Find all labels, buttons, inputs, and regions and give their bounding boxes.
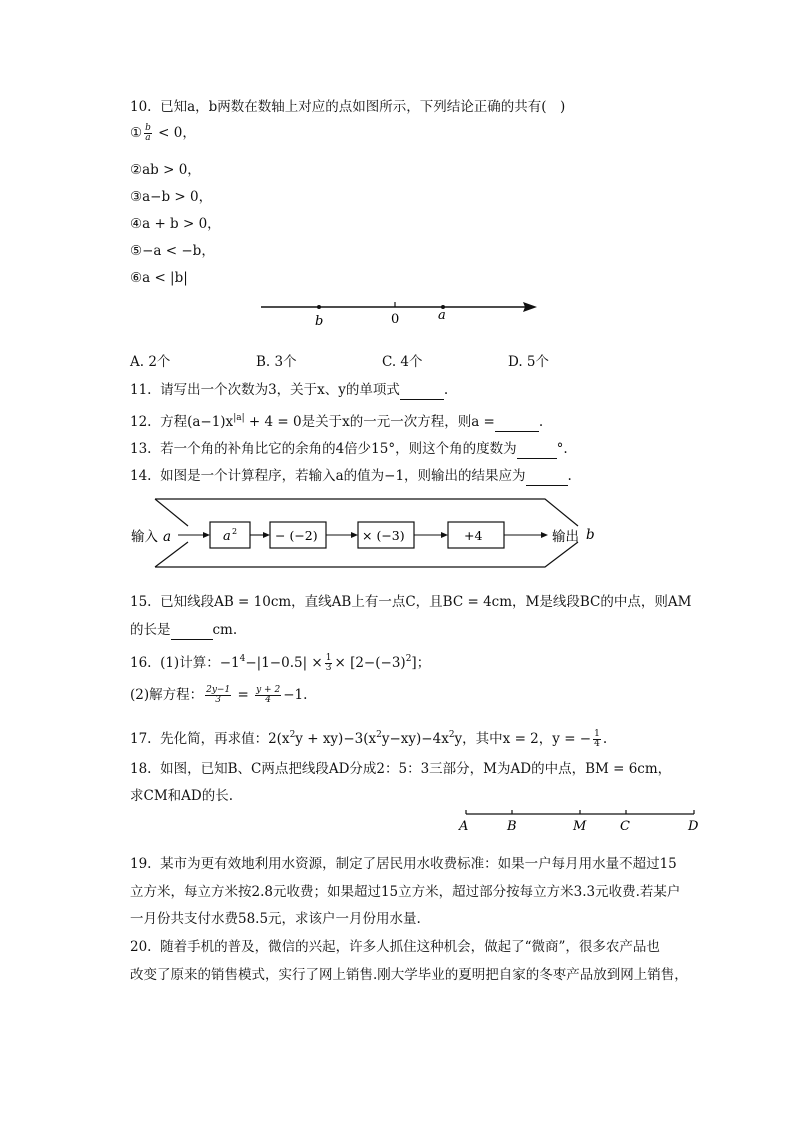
- flow-arrow-5: [541, 532, 548, 538]
- point-label-c: C: [620, 819, 630, 834]
- q15-line2: 的长是 cm.: [130, 622, 238, 638]
- q10-choice-a: A. 2个: [130, 354, 171, 370]
- q19-line2: 立方米，每立方米按2.8元收费；如果超过15立方米，超过部分按每立方米3.3元收费.若某户: [130, 884, 681, 900]
- q15-blank: [171, 621, 213, 640]
- number-line-arrow: [523, 302, 537, 312]
- number-line-figure: [255, 292, 545, 332]
- q12: 12. 方程$(a-1)x^{|a|} + 4 = 0$是关于x的一元一次方程，则a = .: [130, 413, 544, 430]
- point-label-a: A: [459, 819, 469, 834]
- q16-part2: (2)解方程： $\frac{2y-1}{3}$ = $\frac{y + 2}{4}$ −1.: [130, 685, 308, 705]
- svg-text:− (−2): − (−2): [275, 528, 318, 543]
- flow-arrow-4: [441, 532, 448, 538]
- flowchart-left-notch-top: [155, 499, 188, 526]
- q13: 13. 若一个角的补角比它的余角的4倍少15°，则这个角的度数为 °.: [130, 441, 568, 457]
- point-label-d: D: [688, 819, 699, 834]
- flow-input-var: a: [163, 529, 172, 545]
- flow-arrow-1: [203, 532, 210, 538]
- label-a: a: [438, 308, 446, 323]
- q15-line1: 15. 已知线段AB = 10cm，直线AB上有一点C，且BC = 4cm，M是线段BC的中点，则AM: [130, 594, 692, 610]
- segment-figure: [454, 806, 704, 836]
- flowchart-left-notch-bottom: [155, 542, 188, 567]
- q20-line1: 20. 随着手机的普及，微信的兴起，许多人抓住这种机会，做起了“微商”，很多农产品也: [130, 939, 660, 955]
- point-label-m: M: [573, 819, 587, 834]
- q10-choice-d: D. 5个: [508, 354, 550, 370]
- q10-option-1: ① $\frac{b}{a}$ < 0，: [130, 123, 196, 143]
- q19-line3: 一月份共支付水费58.5元，求该户一月份用水量.: [130, 911, 421, 927]
- q18-line2: 求CM和AD的长.: [130, 788, 234, 804]
- q10-choice-b: B. 3个: [256, 354, 297, 370]
- q20-line2: 改变了原来的销售模式，实行了网上销售.刚大学毕业的夏明把自家的冬枣产品放到网上销售，: [130, 967, 688, 983]
- point-b-dot: [317, 305, 321, 309]
- q11-blank: [400, 381, 444, 400]
- q18-line1: 18. 如图，已知B、C两点把线段AD分成2：5：3三部分，M为AD的中点，BM = 6cm，: [130, 761, 672, 777]
- q14: 14. 如图是一个计算程序，若输入a的值为−1，则输出的结果应为 .: [130, 468, 572, 484]
- q13-blank: [517, 440, 557, 459]
- q10-option-4: ④a + b > 0，: [130, 216, 221, 232]
- flow-input-label: 输入: [131, 529, 158, 545]
- label-zero: 0: [391, 312, 400, 327]
- label-b: b: [315, 314, 324, 329]
- q19-line1: 19. 某市为更有效地利用水资源，制定了居民用水收费标准：如果一户每月用水量不超过15: [130, 856, 677, 872]
- q10-option-6: ⑥a < |b|: [130, 270, 188, 286]
- flowchart-bottom-border: [155, 542, 578, 567]
- q12-blank: [495, 413, 539, 432]
- q16-part1: 16. (1)计算：$-1^4-|1-0.5|$ × $\frac{1}{3}$ × $[2-(-3)^2]$；: [130, 653, 431, 673]
- flow-arrow-3: [351, 532, 358, 538]
- svg-text:a: a: [223, 529, 231, 544]
- q11: 11. 请写出一个次数为3，关于x、y的单项式 .: [130, 382, 449, 398]
- q10-option-2: ②ab > 0，: [130, 162, 201, 178]
- flow-arrow-2: [263, 532, 270, 538]
- svg-text:× (−3): × (−3): [362, 528, 405, 543]
- program-flowchart: [128, 494, 608, 574]
- q17: 17. 先化简，再求值：$2(x^2y + xy)-3(x^2y-xy)-4x^2y$，其中x = 2，y = − $\frac{1}{4}$ .: [130, 729, 608, 749]
- flow-output-var: b: [586, 527, 595, 543]
- q10-option-5: ⑤−a < −b，: [130, 243, 215, 259]
- svg-text:+4: +4: [464, 528, 483, 543]
- q10-stem: 10. 已知a，b两数在数轴上对应的点如图所示，下列结论正确的共有( ): [130, 99, 566, 115]
- q10-choice-c: C. 4个: [382, 354, 423, 370]
- svg-text:2: 2: [232, 527, 238, 536]
- point-label-b: B: [507, 819, 517, 834]
- q14-blank: [526, 467, 568, 486]
- flow-output-label: 输出: [552, 529, 579, 545]
- q10-option-3: ③a−b > 0，: [130, 189, 213, 205]
